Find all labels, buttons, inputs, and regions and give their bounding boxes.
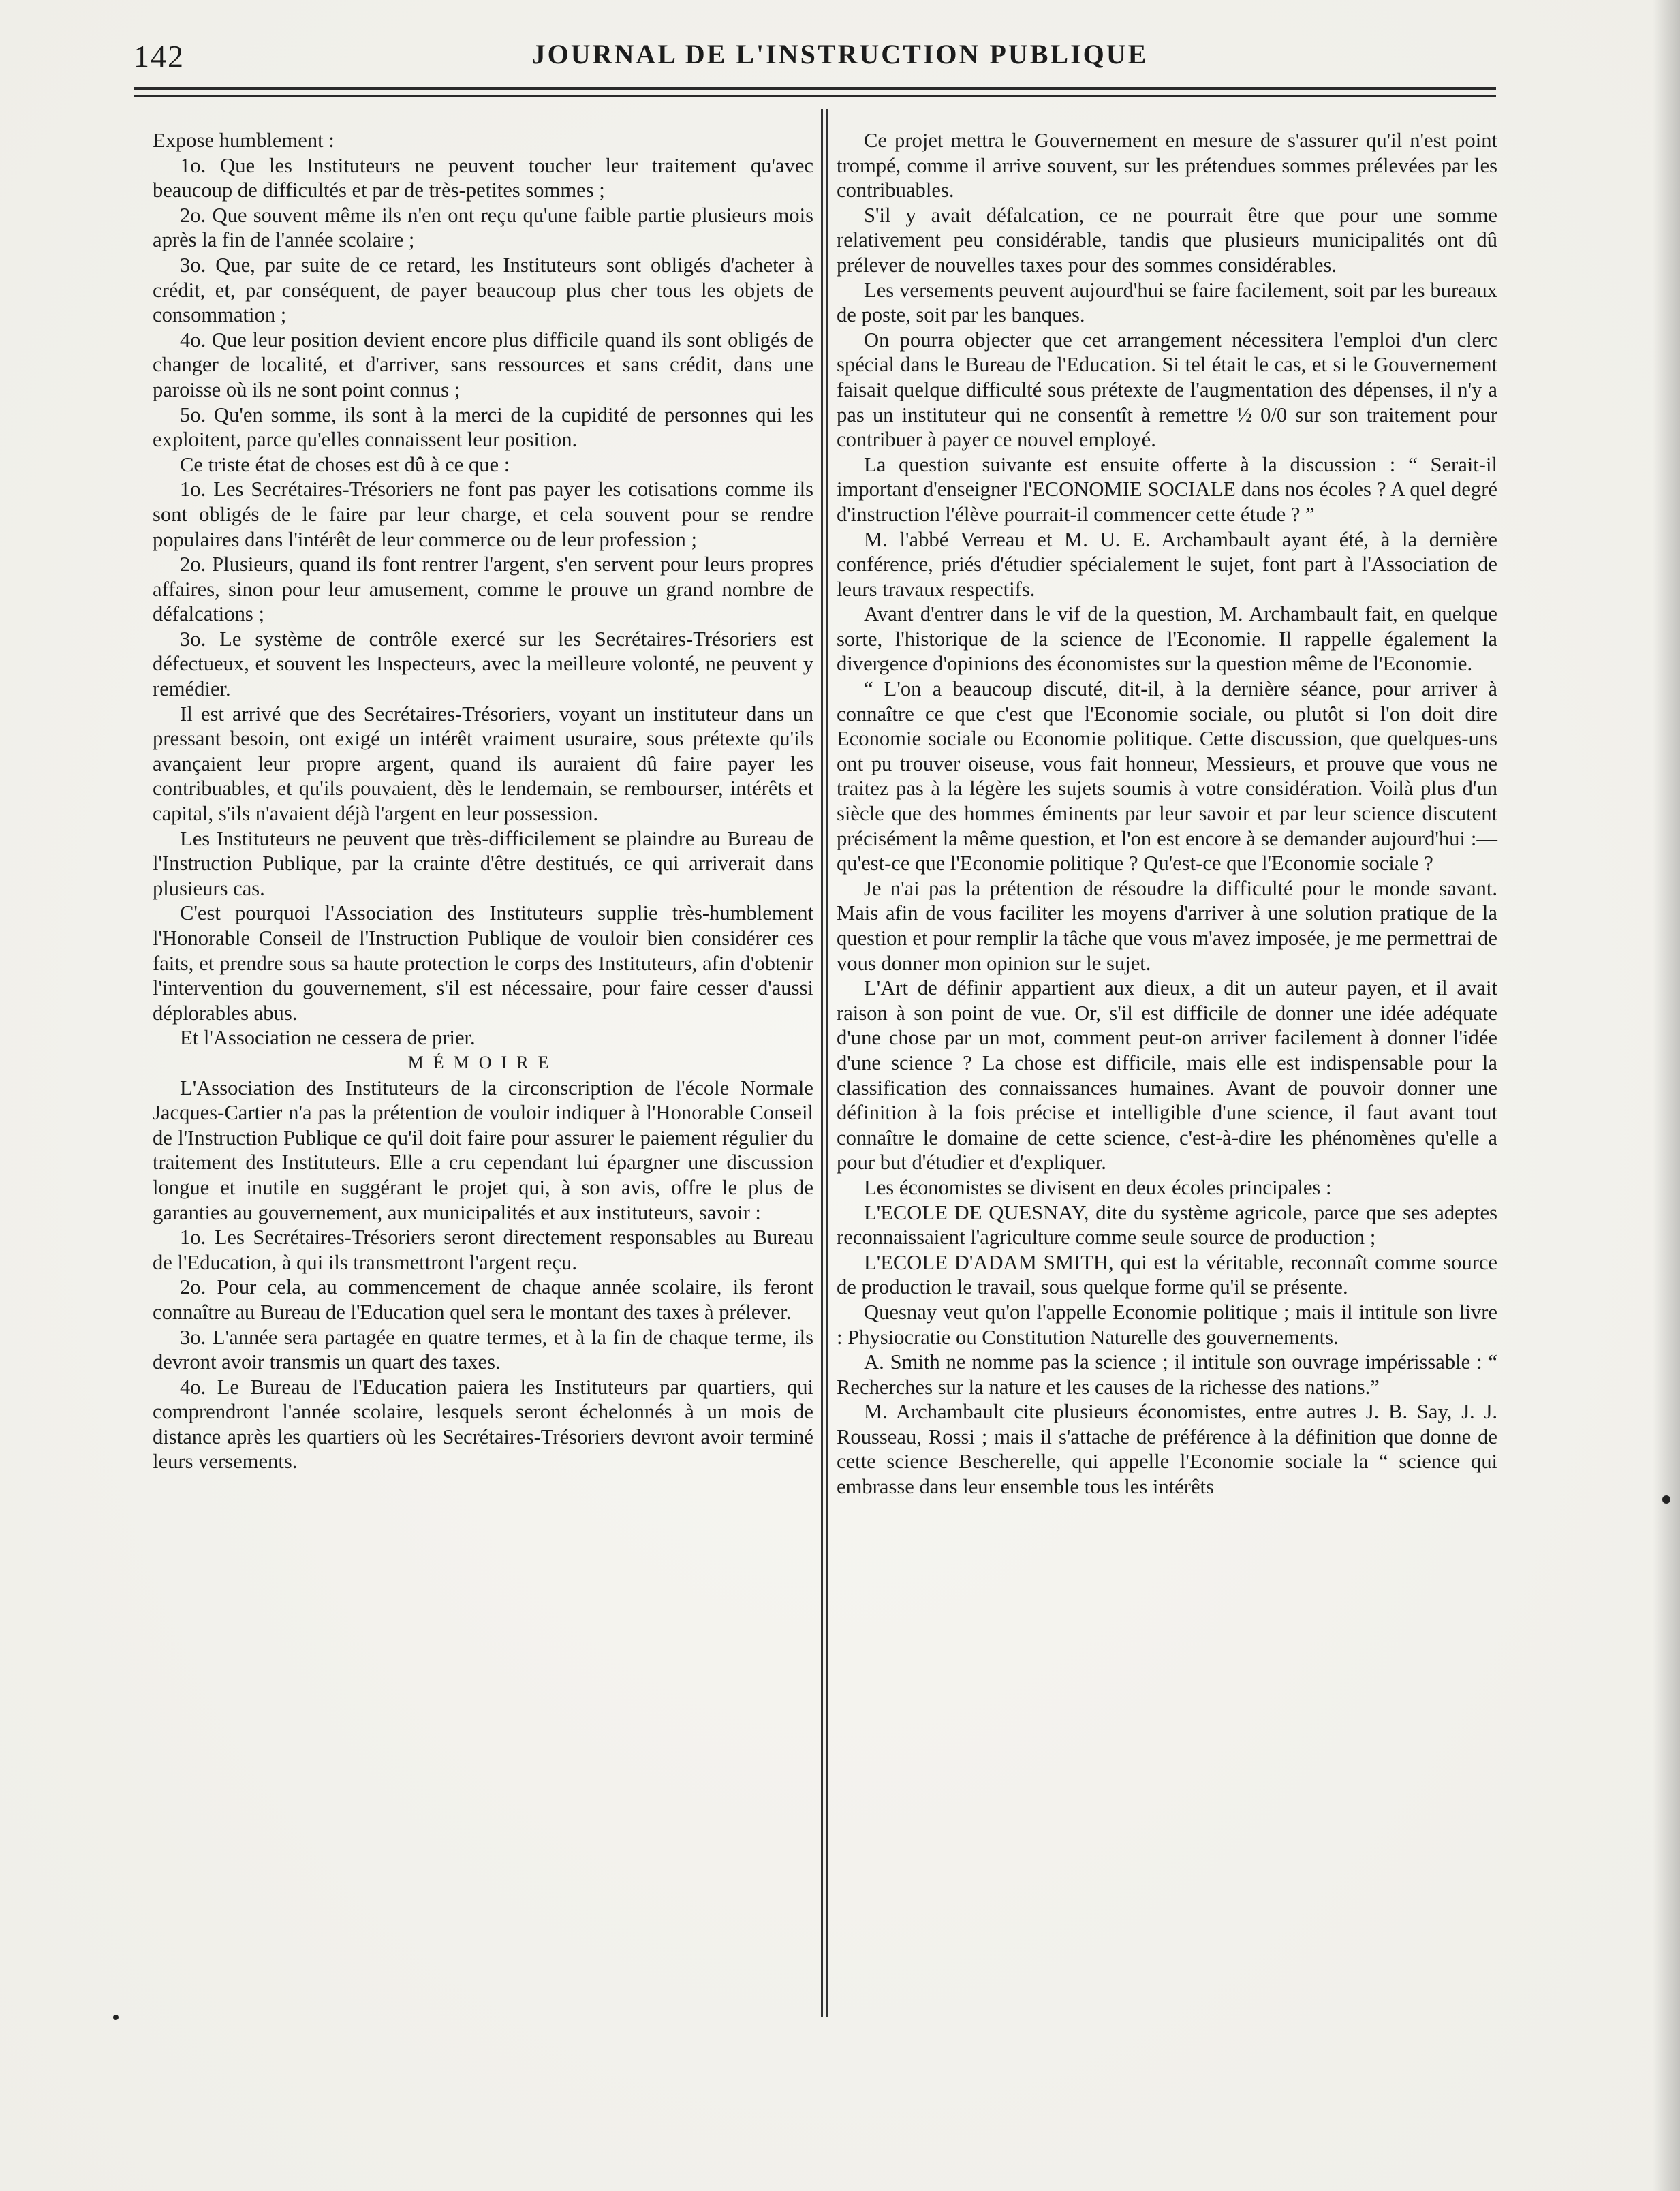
page-edge-shadow bbox=[1653, 0, 1680, 2191]
paragraph: 5o. Qu'en somme, ils sont à la merci de la cupidité de personnes qui les exploitent, parce qu'elles connaissent leur position. bbox=[153, 403, 813, 452]
paragraph: L'ECOLE DE QUESNAY, dite du système agricole, parce que ses adeptes reconnaissaient l'agriculture comme seule source de production ; bbox=[837, 1200, 1497, 1249]
paragraph: Ce triste état de choses est dû à ce que : bbox=[180, 452, 510, 476]
paragraph: Et l'Association ne cessera de prier. bbox=[180, 1026, 476, 1050]
memoire-heading: MÉMOIRE bbox=[407, 1052, 559, 1072]
paragraph: 1o. Que les Instituteurs ne peuvent toucher leur traitement qu'avec beaucoup de difficultés et par de très-petites sommes ; bbox=[153, 153, 813, 202]
paragraph: Il est arrivé que des Secrétaires-Trésoriers, voyant un instituteur dans un pressant besoin, ont exigé un intérêt vraiment usuraire, sous prétexte qu'ils avançaient leur propre argent, quand ils auraient dû faire payer les contribuables, et qu'ils pouvaient, dès le lendemain, se rembourser, intérêts et capital, s'ils n'avaient déjà l'argent en leur possession. bbox=[153, 702, 813, 826]
paragraph: M. l'abbé Verreau et M. U. E. Archambault ayant été, à la dernière conférence, priés d'étudier spécialement le sujet, font part à l'Association de leurs travaux respectifs. bbox=[837, 527, 1497, 601]
ink-dot bbox=[113, 2015, 119, 2020]
paragraph: C'est pourquoi l'Association des Instituteurs supplie très-humblement l'Honorable Conseil de l'Instruction Publique de vouloir bien considérer ces faits, et prendre sous sa haute protection le corps des Instituteurs, afin d'obtenir l'intervention du gouvernement, s'il est nécessaire, pour faire cesser d'aussi déplorables abus. bbox=[153, 901, 813, 1025]
paragraph: M. Archambault cite plusieurs économistes, entre autres J. B. Say, J. J. Rousseau, Rossi ; mais il s'attache de préférence à la définition que donne de cette science Bescherelle, qui appelle l'Economie sociale la “ science qui embrasse dans leur ensemble tous les intérêts bbox=[837, 1400, 1497, 1499]
header-rule-thick bbox=[134, 87, 1496, 90]
paragraph: 2o. Plusieurs, quand ils font rentrer l'argent, s'en servent pour leurs propres affaires, sinon pour leur amusement, comme le prouve un grand nombre de défalcations ; bbox=[153, 553, 813, 626]
paragraph: 4o. Que leur position devient encore plus difficile quand ils sont obligés de changer de localité, et d'arriver, sans ressources et sans crédit, dans une paroisse où ils ne sont point connus ; bbox=[153, 328, 813, 401]
paragraph: 4o. Le Bureau de l'Education paiera les Instituteurs par quartiers, qui comprendront l'année scolaire, lesquels seront échelonnés à un mois de distance après les quartiers où les Secrétaires-Trésoriers devront avoir terminé leurs versements. bbox=[153, 1375, 813, 1474]
paragraph: Expose humblement : bbox=[153, 129, 335, 152]
paragraph: L'Association des Instituteurs de la circonscription de l'école Normale Jacques-Cartier n'a pas la prétention de vouloir indiquer à l'Honorable Conseil de l'Instruction Publique ce qu'il doit faire pour assurer le paiement régulier du traitement des Instituteurs. Elle a cru cependant lui épargner une discussion longue et inutile en suggérant le projet qui, à son avis, offre le plus de garanties au gouvernement, aux municipalités et aux instituteurs, savoir : bbox=[153, 1076, 813, 1224]
paragraph: Les économistes se divisent en deux écoles principales : bbox=[864, 1175, 1332, 1199]
column-divider bbox=[821, 109, 823, 2017]
running-head-title: JOURNAL DE L'INSTRUCTION PUBLIQUE bbox=[531, 39, 1149, 69]
left-column bbox=[153, 128, 813, 1474]
column-divider-inner bbox=[826, 109, 828, 2017]
paragraph: 1o. Les Secrétaires-Trésoriers seront directement responsables au Bureau de l'Education, à qui ils transmettront l'argent reçu. bbox=[153, 1226, 813, 1274]
paragraph: 2o. Pour cela, au commencement de chaque année scolaire, ils feront connaître au Bureau de l'Education quel sera le montant des taxes à prélever. bbox=[153, 1275, 813, 1324]
paragraph: La question suivante est ensuite offerte à la discussion : “ Serait-il important d'enseigner l'ECONOMIE SOCIALE dans nos écoles ? A quel degré d'instruction l'élève pourrait-il commencer cette étude ? ” bbox=[837, 452, 1497, 526]
right-column bbox=[837, 128, 1497, 1499]
paragraph: 3o. L'année sera partagée en quatre termes, et à la fin de chaque terme, ils devront avoir transmis un quart des taxes. bbox=[153, 1325, 813, 1374]
paragraph: 1o. Les Secrétaires-Trésoriers ne font pas payer les cotisations comme ils sont obligés de le faire par leur charge, et cela souvent pour se rendre populaires dans l'intérêt de leur commerce ou de leur profession ; bbox=[153, 478, 813, 551]
ink-dot bbox=[1662, 1495, 1670, 1504]
paragraph: Les versements peuvent aujourd'hui se faire facilement, soit par les bureaux de poste, soit par les banques. bbox=[837, 278, 1497, 327]
paragraph: S'il y avait défalcation, ce ne pourrait être que pour une somme relativement peu considérable, tandis que plusieurs municipalités ont dû prélever de nouvelles taxes pour des sommes considérables. bbox=[837, 203, 1497, 277]
paragraph: 2o. Que souvent même ils n'en ont reçu qu'une faible partie plusieurs mois après la fin de l'année scolaire ; bbox=[153, 203, 813, 252]
paragraph: A. Smith ne nomme pas la science ; il intitule son ouvrage impérissable : “ Recherches sur la nature et les causes de la richesse des nations.” bbox=[837, 1350, 1497, 1399]
page-number: 142 bbox=[134, 39, 185, 74]
paragraph: Quesnay veut qu'on l'appelle Economie politique ; mais il intitule son livre : Physiocratie ou Constitution Naturelle des gouvernements. bbox=[837, 1300, 1497, 1349]
header-rule-thin bbox=[134, 95, 1496, 97]
paragraph: On pourra objecter que cet arrangement nécessitera l'emploi d'un clerc spécial dans le Bureau de l'Education. Si tel était le cas, et si le Gouvernement faisait quelque difficulté sous prétexte de l'augmentation des dépenses, il n'y a pas un instituteur qui ne consentît à remettre ½ 0/0 sur son traitement pour contribuer à payer ce nouvel employé. bbox=[837, 328, 1497, 452]
paragraph: Les Instituteurs ne peuvent que très-difficilement se plaindre au Bureau de l'Instruction Publique, par la crainte d'être destitués, ce qui arriverait dans plusieurs cas. bbox=[153, 826, 813, 900]
paragraph: “ L'on a beaucoup discuté, dit-il, à la dernière séance, pour arriver à connaître ce que c'est que l'Economie sociale, ou plutôt si l'on doit dire Economie sociale ou Economie politique. Cette discussion, que quelques-uns ont pu trouver oiseuse, vous fait honneur, Messieurs, et prouve que vous ne traitez pas à la légère les sujets soumis à votre considération. Voilà plus d'un siècle que des hommes éminents par leur savoir et par leur science discutent précisément la même question, et l'on est encore à se demander aujourd'hui :—qu'est-ce que l'Economie politique ? Qu'est-ce que l'Economie sociale ? bbox=[837, 677, 1497, 875]
paragraph: Je n'ai pas la prétention de résoudre la difficulté pour le monde savant. Mais afin de vous faciliter les moyens d'arriver à une solution pratique de la question et pour remplir la tâche que vous m'avez imposée, je me permettrai de vous donner mon opinion sur le sujet. bbox=[837, 876, 1497, 975]
paragraph: 3o. Le système de contrôle exercé sur les Secrétaires-Trésoriers est défectueux, et souvent les Inspecteurs, avec la meilleure volonté, ne peuvent y remédier. bbox=[153, 627, 813, 701]
paragraph: L'Art de définir appartient aux dieux, a dit un auteur payen, et il avait raison à son point de vue. Or, s'il est difficile de donner une idée adéquate d'une chose par un mot, comment peut-on arriver facilement à donner l'idée d'une science ? La chose est difficile, mais elle est indispensable pour la classification des connaissances humaines. Avant de pouvoir donner une définition à la fois précise et intelligible d'une science, il faut avant tout connaître le domaine de cette science, c'est-à-dire les phénomènes qu'elle a pour but d'étudier et d'expliquer. bbox=[837, 976, 1497, 1175]
paragraph: Ce projet mettra le Gouvernement en mesure de s'assurer qu'il n'est point trompé, comme il arrive souvent, sur les prétendues sommes prélevées par les contribuables. bbox=[837, 129, 1497, 202]
paragraph: 3o. Que, par suite de ce retard, les Instituteurs sont obligés d'acheter à crédit, et, par conséquent, de payer beaucoup plus cher tous les objets de consommation ; bbox=[153, 253, 813, 327]
paragraph: Avant d'entrer dans le vif de la question, M. Archambault fait, en quelque sorte, l'historique de la science de l'Economie. Il rappelle également la divergence d'opinions des économistes sur la question même de l'Economie. bbox=[837, 602, 1497, 676]
paragraph: L'ECOLE D'ADAM SMITH, qui est la véritable, reconnaît comme source de production le travail, sous quelque forme qu'il se présente. bbox=[837, 1250, 1497, 1299]
